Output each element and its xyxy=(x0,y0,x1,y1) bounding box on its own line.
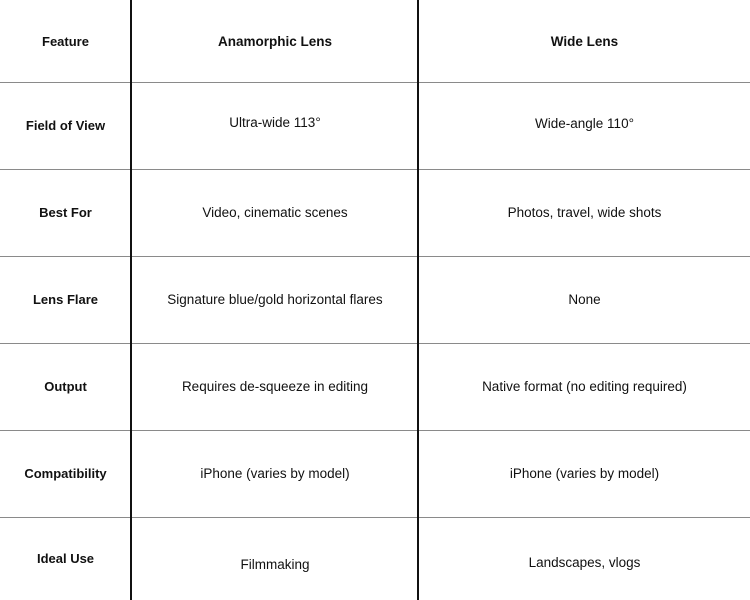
anamorphic-cell: Ultra-wide 113° xyxy=(229,115,321,130)
table-row xyxy=(0,169,750,256)
wide-cell: Wide-angle 110° xyxy=(535,116,634,131)
anamorphic-cell: iPhone (varies by model) xyxy=(200,466,350,481)
wide-cell: Photos, travel, wide shots xyxy=(507,205,662,220)
header-wide-lens: Wide Lens xyxy=(550,33,619,49)
row-divider xyxy=(0,169,750,170)
table-row xyxy=(0,517,750,600)
row-divider xyxy=(0,256,750,257)
header-feature: Feature xyxy=(42,33,89,49)
column-divider xyxy=(417,0,419,600)
row-label: Compatibility xyxy=(24,466,107,481)
anamorphic-cell: Filmmaking xyxy=(240,557,310,572)
wide-cell: Native format (no editing required) xyxy=(482,379,687,394)
anamorphic-cell: Requires de-squeeze in editing xyxy=(181,379,369,394)
row-label: Lens Flare xyxy=(32,292,99,307)
wide-cell: iPhone (varies by model) xyxy=(509,466,660,481)
anamorphic-cell: Video, cinematic scenes xyxy=(202,205,348,220)
header-anamorphic-lens: Anamorphic Lens xyxy=(217,33,333,49)
row-divider xyxy=(0,517,750,518)
table-row xyxy=(0,256,750,343)
table-header-row xyxy=(0,0,750,87)
table-row xyxy=(0,430,750,517)
row-label: Ideal Use xyxy=(36,551,95,566)
row-divider xyxy=(0,82,750,83)
wide-cell: Landscapes, vlogs xyxy=(528,555,641,570)
anamorphic-cell: Signature blue/gold horizontal flares xyxy=(167,292,383,307)
row-label: Field of View xyxy=(25,118,106,133)
row-divider xyxy=(0,430,750,431)
table-row xyxy=(0,82,750,169)
row-label: Output xyxy=(44,379,87,394)
table-row xyxy=(0,343,750,430)
row-label: Best For xyxy=(39,205,92,220)
row-divider xyxy=(0,343,750,344)
column-divider xyxy=(130,0,132,600)
wide-cell: None xyxy=(568,292,601,307)
